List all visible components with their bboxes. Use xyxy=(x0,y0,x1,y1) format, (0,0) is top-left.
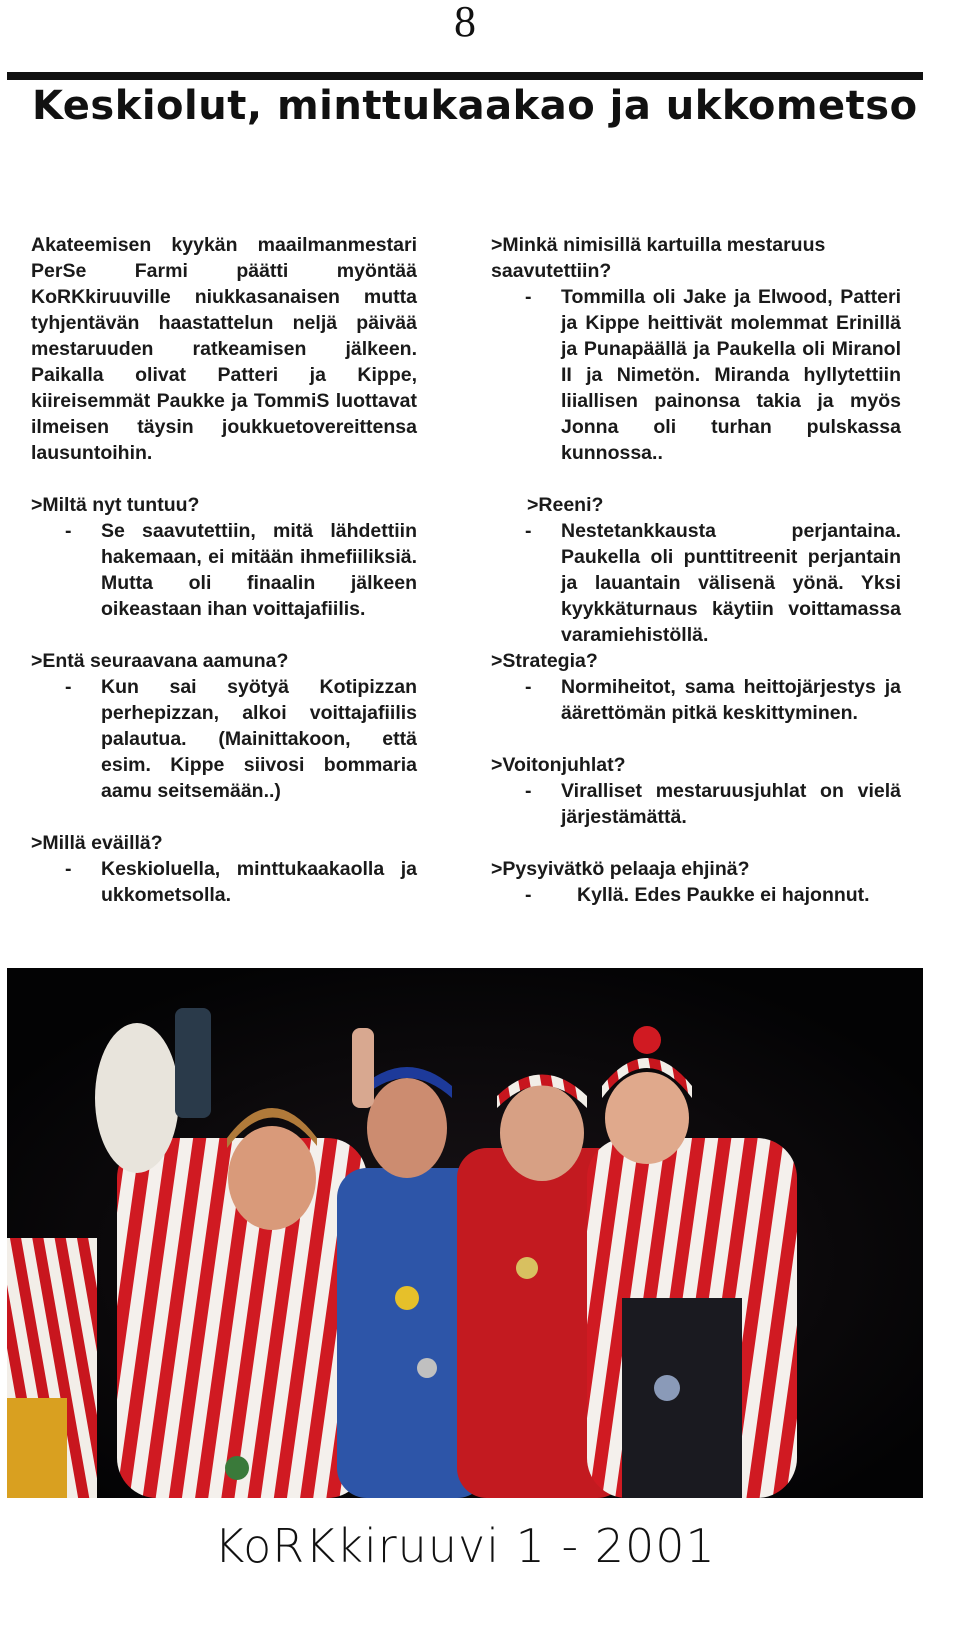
answer-dash: - xyxy=(525,884,532,906)
answer-dash: - xyxy=(65,858,72,880)
team-photo xyxy=(7,968,923,1498)
answer xyxy=(491,284,901,466)
article-headline: Keskiolut, minttukaakao ja ukkometso xyxy=(32,83,918,129)
raised-hand xyxy=(352,1028,374,1108)
answer-text: Tommilla oli Jake ja Elwood, Patteri ja Kippe heittivät molemmat Erinillä ja Punapäällä ja Paukella oli Miranol II ja Nimetön. Miranda hyllytettiin liiallisen painonsa takia ja myös Jonna oli turhan pulskassa kunnossa.. xyxy=(561,286,901,464)
answer-text: Se saavutettiin, mitä lähdettiin hakemaan, ei mitään ihmefiiliksiä. Mutta oli finaalin jälkeen oikeastaan ihan voittajafiilis. xyxy=(101,520,417,620)
question: >Minkä nimisillä kartuilla mestaruus saavutettiin? xyxy=(491,234,826,282)
right-column xyxy=(491,232,901,908)
person-2-face xyxy=(367,1078,447,1178)
answer xyxy=(491,518,901,648)
answer-dash: - xyxy=(525,780,532,802)
answer-text: Kun sai syötyä Kotipizzan perhepizzan, alkoi voittajafiilis palautua. (Mainittakoon, että esim. Kippe siivosi bommaria aamu seitsemään..) xyxy=(101,676,417,802)
page-number: 8 xyxy=(454,0,476,46)
answer-text: Kyllä. Edes Paukke ei hajonnut. xyxy=(577,884,870,906)
striped-mitten xyxy=(95,1023,179,1173)
answer-dash: - xyxy=(525,286,532,308)
answer-dash: - xyxy=(65,520,72,542)
answer-text: Keskioluella, minttukaakaolla ja ukkometsolla. xyxy=(101,858,417,906)
answer xyxy=(491,674,901,726)
answer xyxy=(31,856,417,908)
answer xyxy=(31,674,417,804)
question: >Voitonjuhlat? xyxy=(491,754,626,776)
answer xyxy=(491,882,901,908)
person-3-face xyxy=(500,1085,584,1181)
answer-text: Normiheitot, sama heittojärjestys ja äärettömän pitkä keskittyminen. xyxy=(561,676,901,724)
question: >Miltä nyt tuntuu? xyxy=(31,494,200,516)
intro-paragraph: Akateemisen kyykän maailmanmestari PerSe Farmi päätti myöntää KoRKkiruuville niukkasanaisen mutta tyhjentävän haastattelun neljä päivää mestaruuden ratkeamisen jälkeen. Paikalla olivat Patteri ja Kippe, kiireisemmät Paukke ja TommiS luottavat ilmeisen täysin joukkuetovereittensa lausuntoihin. xyxy=(31,234,417,464)
bottle xyxy=(175,1008,211,1118)
question: >Entä seuraavana aamuna? xyxy=(31,650,289,672)
answer-dash: - xyxy=(525,676,532,698)
answer-text: Viralliset mestaruusjuhlat on vielä järjestämättä. xyxy=(561,780,901,828)
magazine-footer-title: KoRKkiruuvi 1 - 2001 xyxy=(214,1519,716,1573)
header-rule xyxy=(7,72,923,80)
answer-text: Nestetankkausta perjantaina. Paukella oli punttitreenit perjantain ja lauantain välisenä yönä. Yksi kyykkäturnaus käytiin voittamassa varamiehistöllä. xyxy=(561,520,901,646)
question: >Reeni? xyxy=(527,494,604,516)
person-4-face xyxy=(605,1072,689,1164)
answer xyxy=(491,778,901,830)
question: >Pysyivätkö pelaaja ehjinä? xyxy=(491,858,750,880)
answer xyxy=(31,518,417,622)
left-column xyxy=(31,232,417,908)
answer-dash: - xyxy=(65,676,72,698)
person-1-face xyxy=(228,1126,316,1230)
question: >Millä eväillä? xyxy=(31,832,163,854)
question: >Strategia? xyxy=(491,650,598,672)
answer-dash: - xyxy=(525,520,532,542)
